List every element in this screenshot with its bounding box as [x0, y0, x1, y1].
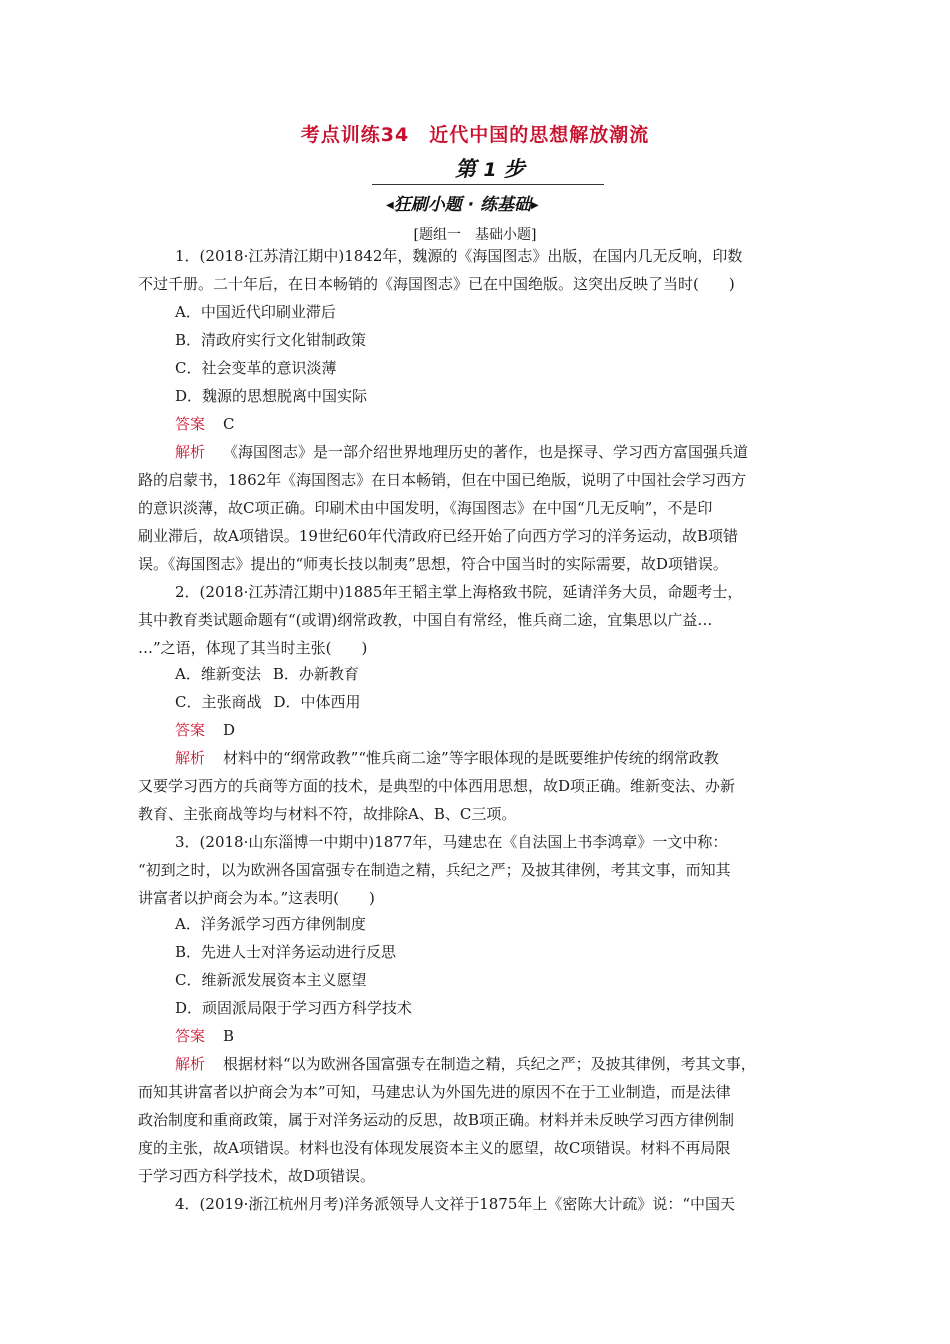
q2-option-d: D．中体西用	[273, 693, 361, 711]
step-prefix: 第	[455, 157, 476, 181]
q1-analysis-line: 刷业滞后，故A项错误。19世纪60年代清政府已经开始了向西方学习的洋务运动，故B项错	[138, 527, 739, 545]
q3-analysis-line: 于学习西方科学技术，故D项错误。	[138, 1167, 376, 1185]
step-divider	[372, 184, 604, 185]
analysis-label: 解析	[175, 1055, 206, 1073]
q2-analysis-line	[175, 748, 719, 768]
q2-option-a: A．维新变法	[175, 665, 261, 683]
step-heading	[455, 153, 525, 183]
q3-answer	[175, 1026, 234, 1046]
q1-stem-line: 不过千册。二十年后，在日本畅销的《海国图志》已在中国绝版。这突出反映了当时( )	[138, 275, 735, 293]
q1-option-c: C．社会变革的意识淡薄	[175, 359, 337, 377]
q2-answer	[175, 720, 235, 740]
answer-value: B	[223, 1027, 235, 1045]
answer-label: 答案	[175, 1027, 206, 1045]
q3-analysis-line: 而知其讲富者以护商会为本”可知，马建忠认为外国先进的原因不在于工业制造，而是法律	[138, 1083, 731, 1101]
answer-label: 答案	[175, 721, 206, 739]
q2-option-b: B．办新教育	[272, 665, 359, 683]
q1-analysis-line: 的意识淡薄，故C项正确。印刷术由中国发明，《海国图志》在中国“几无反响”，不是印	[138, 499, 713, 517]
answer-value: C	[223, 415, 235, 433]
analysis-label: 解析	[175, 749, 206, 767]
q4-stem-line: 4．(2019·浙江杭州月考)洋务派领导人文祥于1875年上《密陈大计疏》说：“中国天	[175, 1195, 736, 1213]
q2-analysis-line: 教育、主张商战等均与材料不符，故排除A、B、C三项。	[138, 805, 517, 823]
question-group-label: [题组一 基础小题]	[413, 227, 537, 243]
q3-analysis-line	[175, 1054, 756, 1074]
q1-analysis-line: 误。《海国图志》提出的“师夷长技以制夷”思想，符合中国当时的实际需要，故D项错误。	[138, 555, 728, 573]
q1-stem-line: 1．(2018·江苏清江期中)1842年，魏源的《海国图志》出版，在国内几无反响，印数	[175, 247, 743, 265]
q1-answer	[175, 414, 235, 434]
q3-option-a: A．洋务派学习西方律例制度	[175, 915, 366, 933]
q2-stem-line: 其中教育类试题命题有“(或谓)纲常政教，中国自有常经，惟兵商二途，宜集思以广益…	[138, 611, 713, 629]
q1-analysis-line	[175, 442, 748, 462]
q2-options-row	[175, 664, 359, 684]
subtitle-text: 狂刷小题 · 练基础	[393, 195, 531, 215]
page-title: 考点训练34 近代中国的思想解放潮流	[300, 124, 650, 146]
step-number: 1	[483, 159, 497, 181]
q3-analysis-line: 政治制度和重商政策，属于对洋务运动的反思，故B项正确。材料并未反映学习西方律例制	[138, 1111, 735, 1129]
q1-option-a: A．中国近代印刷业滞后	[175, 303, 336, 321]
q2-option-c: C．主张商战	[175, 693, 262, 711]
section-subtitle	[386, 190, 539, 215]
q2-analysis-line: 又要学习西方的兵商等方面的技术，是典型的中体西用思想，故D项正确。维新变法、办新	[138, 777, 736, 795]
q1-analysis-line: 路的启蒙书，1862年《海国图志》在日本畅销，但在中国已绝版，说明了中国社会学习西方	[138, 471, 747, 489]
q3-stem-line: 3．(2018·山东淄博一中期中)1877年，马建忠在《自法国上书李鸿章》一文中称：	[175, 833, 728, 851]
q3-analysis-line: 度的主张，故A项错误。材料也没有体现发展资本主义的愿望，故C项错误。材料不再局限	[138, 1139, 731, 1157]
analysis-label: 解析	[175, 443, 206, 461]
right-triangle-icon: ▶	[531, 200, 539, 211]
answer-label: 答案	[175, 415, 206, 433]
q2-options-row	[175, 692, 361, 712]
analysis-text: 根据材料“以为欧洲各国富强专在制造之精，兵纪之严；及披其律例，考其文事，	[223, 1055, 756, 1073]
q3-option-b: B．先进人士对洋务运动进行反思	[175, 943, 397, 961]
q1-option-d: D．魏源的思想脱离中国实际	[175, 387, 368, 405]
q1-option-b: B．清政府实行文化钳制政策	[175, 331, 367, 349]
q3-stem-line: “初到之时，以为欧洲各国富强专在制造之精，兵纪之严；及披其律例，考其文事，而知其	[138, 861, 731, 879]
q3-option-d: D．顽固派局限于学习西方科学技术	[175, 999, 413, 1017]
q3-option-c: C．维新派发展资本主义愿望	[175, 971, 367, 989]
q3-stem-line: 讲富者以护商会为本。”这表明( )	[138, 889, 375, 907]
answer-value: D	[223, 721, 236, 739]
step-suffix: 步	[503, 157, 525, 181]
q2-stem-line: …”之语，体现了其当时主张( )	[138, 639, 368, 657]
analysis-text: 《海国图志》是一部介绍世界地理历史的著作，也是探寻、学习西方富国强兵道	[223, 443, 749, 461]
q2-stem-line: 2．(2018·江苏清江期中)1885年王韬主掌上海格致书院，延请洋务大员，命题考士，	[175, 583, 743, 601]
analysis-text: 材料中的“纲常政教”“惟兵商二途”等字眼体现的是既要维护传统的纲常政教	[223, 749, 719, 767]
left-triangle-icon: ◀	[386, 200, 394, 211]
